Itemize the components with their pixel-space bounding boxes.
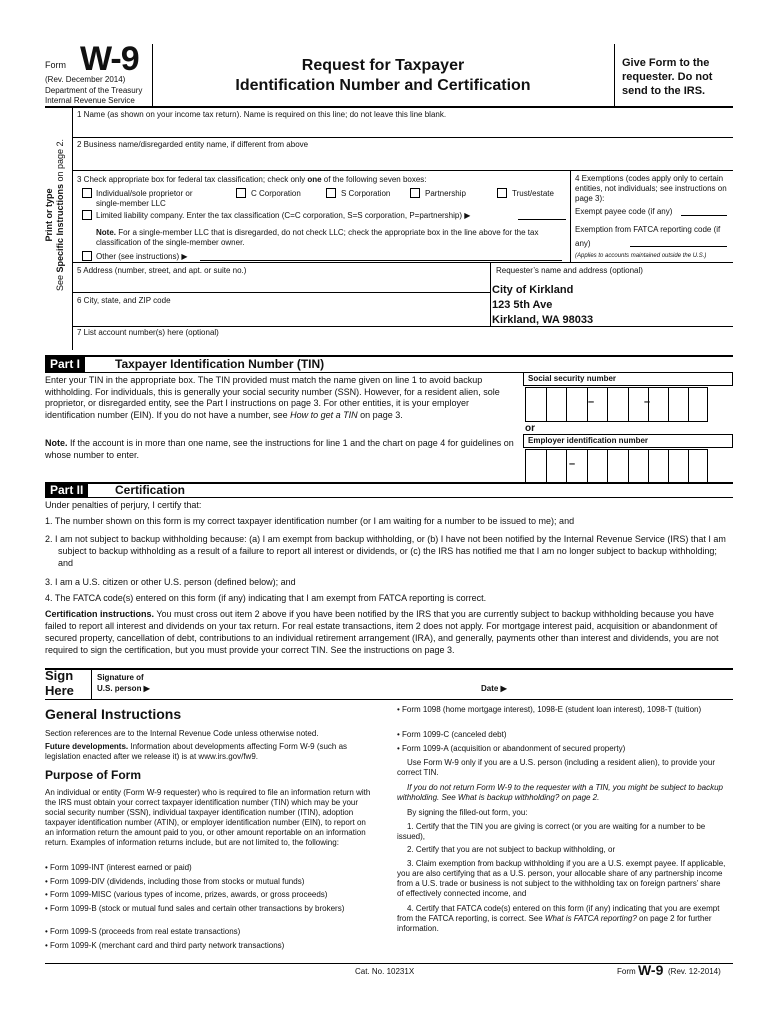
fatca-note: (Applies to accounts maintained outside the U.S.) [575, 253, 707, 259]
signing-item-2: 2. Certify that you are not subject to backup withholding, or [407, 845, 616, 854]
other-label: Other (see instructions) ▶ [96, 252, 188, 261]
or-label: or [525, 423, 535, 434]
part1-label: Part I [45, 357, 85, 372]
general-instructions-heading: General Instructions [45, 706, 182, 722]
line2-business-name-label: 2 Business name/disregarded entity name, if different from above [77, 140, 309, 149]
signing-item-3: 3. Claim exemption from backup withholding if you are a U.S. exempt payee. If applicable, you are also certifying that as a U.S. person, your allocable share of any partnership income from a U.S. trade or business is not subject to the withholding tax on foreign partners’ share of effectively connected income, and [397, 859, 726, 898]
certification-instructions: Certification instructions. You must cross out item 2 above if you have been notified by the IRS that you are currently subject to backup withholding because you have failed to report all interest and dividends on your tax return. For real estate transactions, item 2 does not apply. For mortgage interest paid, acquisition or abandonment of secured property, cancellation of debt, contributions to an individual retirement arrangement (IRA), and generally, payments other than interest and dividends, you are not required to sign the certification, but you must provide your correct TIN. See the instructions on page 3. [45, 609, 719, 655]
use-form-paragraph: Use Form W-9 only if you are a U.S. person (including a resident alien), to provide your correct TIN. [397, 758, 715, 777]
ein-label: Employer identification number [523, 434, 733, 448]
purpose-paragraph: An individual or entity (Form W-9 requester) who is required to file an information return with the IRS must obtain your correct taxpayer identification number (TIN) which may be your social security number (SSN), individual taxpayer identification number (ITIN), adoption taxpayer identification number (ATIN), or employer identification number (EIN), to report on an information return the amount paid to you, or other amount reportable on an information return. Examples of information returns include, but are not limited to, the following: [45, 788, 371, 847]
bullet-1099-misc: • Form 1099-MISC (various types of income, prizes, awards, or gross proceeds) [45, 890, 328, 899]
requester-name: City of Kirkland [492, 284, 574, 296]
cert-item-1: 1. The number shown on this form is my correct taxpayer identification number (or I am waiting for a number to be issued to me); and [45, 516, 575, 526]
bullet-1098: • Form 1098 (home mortgage interest), 1098-E (student loan interest), 1098-T (tuition) [397, 705, 702, 714]
bullet-1099-a: • Form 1099-A (acquisition or abandonment of secured property) [397, 744, 626, 753]
part2-title: Certification [115, 483, 186, 497]
business-name-field[interactable] [80, 152, 730, 166]
ssn-dash-2: – [644, 396, 651, 408]
s-corporation-checkbox[interactable] [326, 188, 336, 198]
ssn-label: Social security number [523, 372, 733, 386]
account-numbers-field[interactable] [80, 338, 730, 348]
future-developments: Future developments. Information about developments affecting Form W-9 (such as legislation enacted after we release it) is at www.irs.gov/fw9. [45, 742, 348, 761]
llc-classification-field[interactable] [518, 210, 566, 220]
requester-city-state-zip: Kirkland, WA 98033 [492, 314, 594, 326]
part1-instructions: Enter your TIN in the appropriate box. The TIN provided must match the name given on line 1 to avoid backup withholding. For individuals, this is generally your social security number (SSN). However, for a resident alien, sole proprietor, or disregarded entity, see the Part I instructions on page 3. For other entities, it is your employer identification number (EIN). If you do not have a number, see How to get a TIN on page 3. [45, 375, 500, 421]
address-field[interactable] [80, 278, 485, 290]
backup-withholding-warning: If you do not return Form W-9 to the requester with a TIN, you might be subject to backup withholding. See What is backup withholding? on page 2. [397, 783, 724, 802]
line6-city-state-zip-label: 6 City, state, and ZIP code [77, 296, 171, 305]
fatca-code-field[interactable] [630, 237, 727, 247]
cert-item-2: 2. I am not subject to backup withholding because: (a) I am exempt from backup withholding, or (b) I have not been notified by the Internal Revenue Service (IRS) that I am subject to backup withholding as a result of a failure to report all interest or dividends, or (c) the IRS has notified me that I am no longer subject to backup withholding; and [45, 534, 726, 568]
form-word: Form [45, 60, 66, 70]
city-state-zip-field[interactable] [80, 308, 485, 322]
catalog-number: Cat. No. 10231X [355, 967, 415, 976]
signing-item-1: 1. Certify that the TIN you are giving is correct (or you are waiting for a number to be issued), [397, 822, 706, 841]
line4-exemptions-label: 4 Exemptions (codes apply only to certain entities, not individuals; see instructions on page 3): [575, 174, 727, 203]
individual-label: Individual/sole proprietor or single-member LLC [96, 189, 193, 208]
bullet-1099-div: • Form 1099-DIV (dividends, including those from stocks or mutual funds) [45, 877, 305, 886]
footer-revision: (Rev. 12-2014) [668, 967, 721, 976]
print-or-type-label: Print or type [44, 188, 54, 242]
form-title-line2: Identification Number and Certification [235, 77, 531, 94]
part1-note: Note. If the account is in more than one name, see the instructions for line 1 and the chart on page 4 for guidelines on whose number to enter. [45, 438, 514, 460]
exempt-payee-code-field[interactable] [681, 206, 727, 216]
revision-date: (Rev. December 2014) [45, 75, 126, 84]
ein-dash: – [569, 458, 576, 470]
sign-label: Sign [45, 668, 74, 683]
partnership-checkbox[interactable] [410, 188, 420, 198]
other-field[interactable] [200, 251, 562, 261]
signature-field[interactable] [165, 680, 465, 695]
bullet-1099-k: • Form 1099-K (merchant card and third party network transactions) [45, 941, 285, 950]
form-title-line1: Request for Taxpayer [301, 57, 465, 74]
by-signing-intro: By signing the filled-out form, you: [407, 808, 528, 817]
individual-checkbox[interactable] [82, 188, 92, 198]
requester-label: Requester’s name and address (optional) [496, 266, 643, 275]
ein-boxes[interactable] [525, 449, 708, 484]
name-field[interactable] [80, 122, 730, 136]
cert-item-3: 3. I am a U.S. citizen or other U.S. person (defined below); and [45, 577, 296, 587]
date-label: Date ▶ [481, 684, 507, 693]
side-instructions: Print or type See Specific Instructions on page 2. [44, 100, 68, 330]
exempt-payee-label: Exempt payee code (if any) [575, 207, 673, 216]
perjury-intro: Under penalties of perjury, I certify that: [45, 500, 202, 510]
ssn-dash-1: – [588, 396, 595, 408]
llc-label: Limited liability company. Enter the tax classification (C=C corporation, S=S corporation, P=partnership) ▶ [96, 211, 471, 220]
s-corporation-label: S Corporation [341, 189, 391, 198]
line7-account-numbers-label: 7 List account number(s) here (optional) [77, 328, 219, 337]
give-form-note: Give Form to the requester. Do not send to the IRS. [622, 57, 713, 97]
footer-form-number: W-9 [638, 962, 664, 978]
form-number: W-9 [80, 40, 139, 78]
other-checkbox[interactable] [82, 251, 92, 261]
line1-name-label: 1 Name (as shown on your income tax return). Name is required on this line; do not leave this line blank. [77, 110, 447, 119]
purpose-heading: Purpose of Form [45, 768, 142, 782]
bullet-1099-c: • Form 1099-C (canceled debt) [397, 730, 507, 739]
signing-item-4: 4. Certify that FATCA code(s) entered on this form (if any) indicating that you are exempt from the FATCA reporting, is correct. See What is FATCA reporting? on page 2 for further information. [397, 904, 720, 933]
agency: Internal Revenue Service [45, 96, 135, 105]
trust-estate-label: Trust/estate [512, 189, 554, 198]
c-corporation-checkbox[interactable] [236, 188, 246, 198]
part1-title: Taxpayer Identification Number (TIN) [115, 357, 325, 371]
section-references: Section references are to the Internal Revenue Code unless otherwise noted. [45, 729, 319, 738]
here-label: Here [45, 683, 74, 698]
department: Department of the Treasury [45, 86, 143, 95]
fatca-exemption-label: Exemption from FATCA reporting code (if any) [575, 225, 721, 248]
date-field[interactable] [515, 680, 725, 695]
llc-note: Note. For a single-member LLC that is disregarded, do not check LLC; check the appropriate box in the line above for the tax classification of the single-member owner. [96, 228, 539, 247]
signature-label-1: Signature of [97, 673, 144, 682]
part2-label: Part II [45, 483, 88, 498]
line3-classification-label: 3 Check appropriate box for federal tax classification; check only one of the following seven boxes: [77, 175, 427, 184]
c-corporation-label: C Corporation [251, 189, 301, 198]
line5-address-label: 5 Address (number, street, and apt. or suite no.) [77, 266, 247, 275]
bullet-1099-b: • Form 1099-B (stock or mutual fund sales and certain other transactions by brokers) [45, 904, 345, 913]
signature-label-2: U.S. person ▶ [97, 684, 150, 693]
bullet-1099-s: • Form 1099-S (proceeds from real estate transactions) [45, 927, 241, 936]
cert-item-4: 4. The FATCA code(s) entered on this form (if any) indicating that I am exempt from FATCA reporting is correct. [45, 593, 487, 603]
trust-estate-checkbox[interactable] [497, 188, 507, 198]
bullet-1099-int: • Form 1099-INT (interest earned or paid) [45, 863, 192, 872]
llc-checkbox[interactable] [82, 210, 92, 220]
ssn-boxes[interactable] [525, 387, 708, 422]
requester-street: 123 5th Ave [492, 299, 553, 311]
partnership-label: Partnership [425, 189, 466, 198]
footer-form-word: Form [617, 967, 636, 976]
